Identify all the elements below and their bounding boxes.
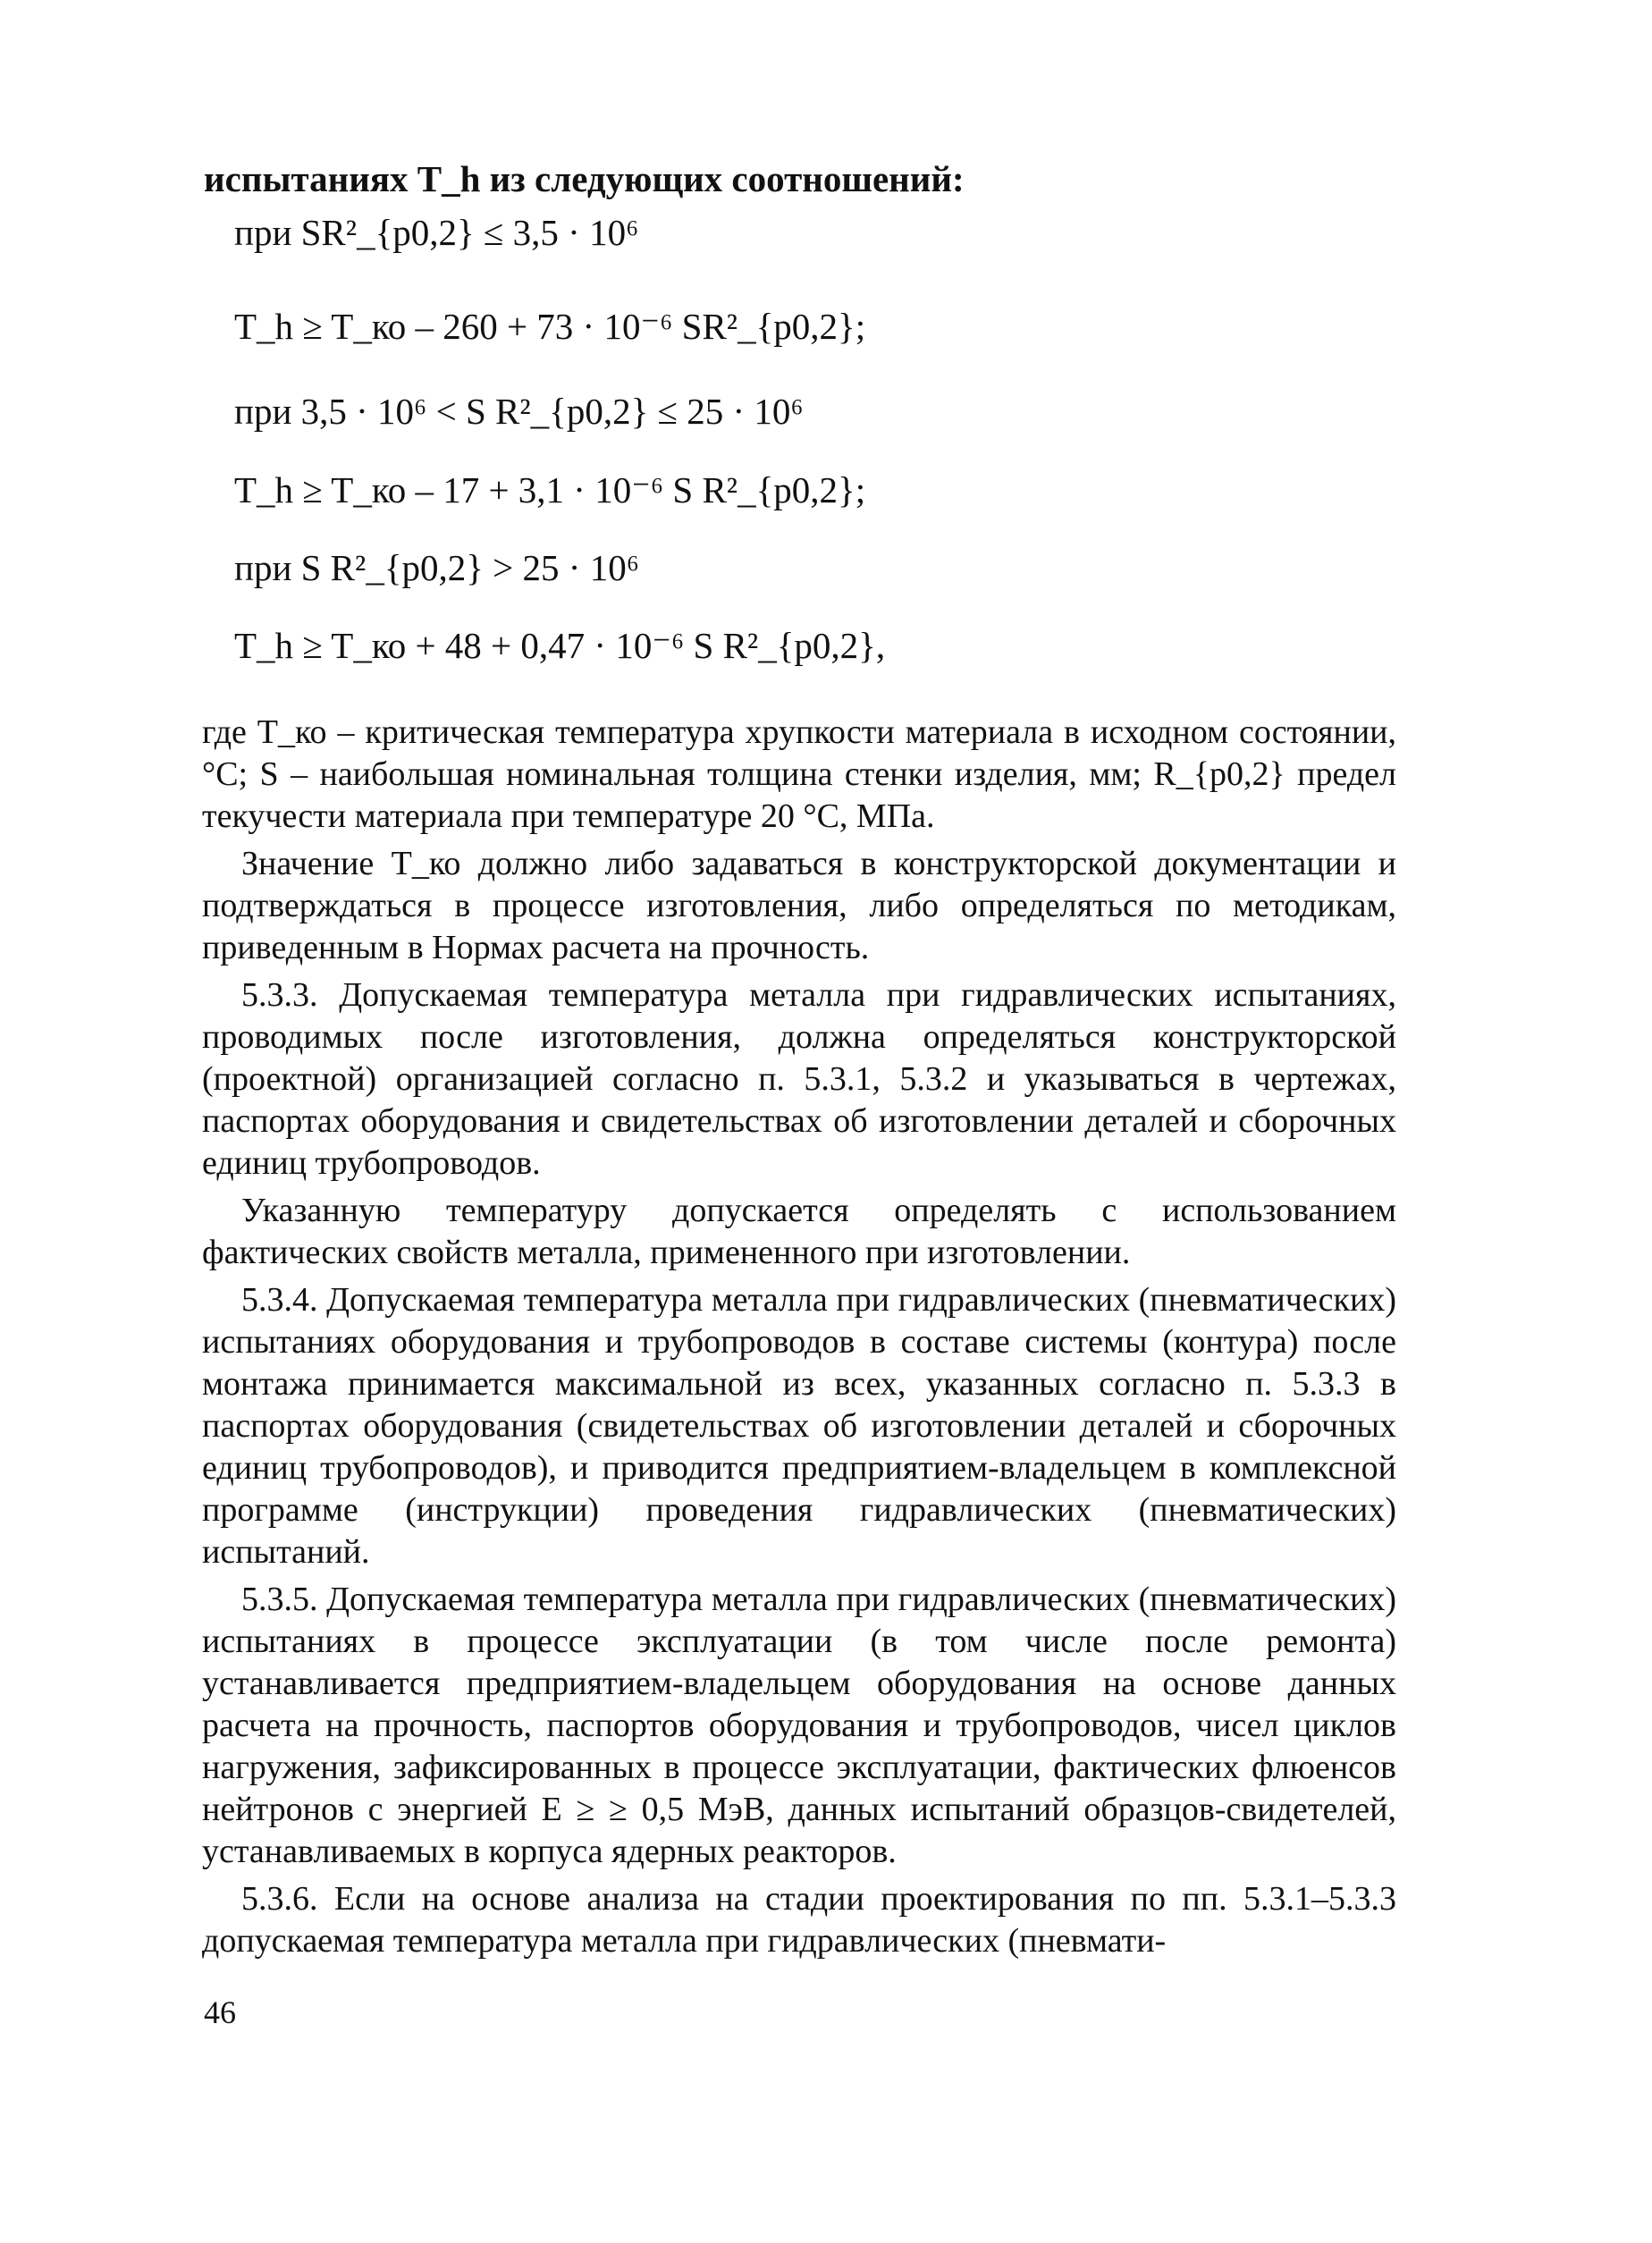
paragraph-5-3-5: 5.3.5. Допускаемая температура металла при гидравлических (пневматических) испытаниях в процессе эксплуатации (в том числе после ремонта) устанавливается предприятием-владельцем оборудования на основе данных расчета на прочность, паспортов оборудования и трубопроводов, чисел циклов нагружения, зафиксированных в процессе эксплуатации, фактических флюенсов нейтронов с энергией E ≥ ≥ 0,5 МэВ, данных испытаний образцов-свидетелей, устанавливаемых в корпуса ядерных реакторов. [202,1581,1396,1870]
paragraph-5-3-3: 5.3.3. Допускаемая температура металла при гидравлических испытаниях, проводимых после изготовления, должна определяться конструкторской (проектной) организацией согласно п. 5.3.1, 5.3.2 и указываться в чертежах, паспортах оборудования и свидетельствах об изготовлении деталей и сборочных единиц трубопроводов. [202,976,1396,1182]
paragraph-tko-value: Значение T_ко должно либо задаваться в конструкторской документации и подтверждаться в процессе изготовления, либо определяться по методикам, приведенным в Нормах расчета на прочность. [202,845,1396,966]
intro-line: испытаниях T_h из следующих соотношений: [204,158,965,199]
equation-3: T_h ≥ T_ко + 48 + 0,47 · 10⁻⁶ S R²_{p0,2}, [234,625,886,666]
equation-1: T_h ≥ T_ко – 260 + 73 · 10⁻⁶ SR²_{p0,2}; [234,306,866,347]
page-number: 46 [204,1994,236,2030]
paragraph-definitions: где T_ко – критическая температура хрупкости материала в исходном состоянии, °С; S – наибольшая номинальная толщина стенки изделия, мм; R_{p0,2} предел текучести материала при температуре 20 °С, МПа. [202,713,1396,835]
paragraph-temperature-note: Указанную температуру допускается определять с использованием фактических свойств металла, примененного при изготовлении. [202,1192,1396,1271]
equation-condition-2: при 3,5 · 10⁶ < S R²_{p0,2} ≤ 25 · 10⁶ [234,391,804,432]
paragraph-5-3-6: 5.3.6. Если на основе анализа на стадии проектирования по пп. 5.3.1–5.3.3 допускаемая температура металла при гидравлических (пневмати- [202,1880,1396,1960]
body-text [202,712,1396,1968]
equation-condition-1: при SR²_{p0,2} ≤ 3,5 · 10⁶ [234,212,639,253]
equation-2: T_h ≥ T_ко – 17 + 3,1 · 10⁻⁶ S R²_{p0,2}; [234,469,866,510]
paragraph-5-3-4: 5.3.4. Допускаемая температура металла при гидравлических (пневматических) испытаниях оборудования и трубопроводов в составе системы (контура) после монтажа принимается максимальной из всех, указанных согласно п. 5.3.3 в паспортах оборудования (свидетельствах об изготовлении деталей и сборочных единиц трубопроводов), и приводится предприятием-владельцем в комплексной программе (инструкции) проведения гидравлических (пневматических) испытаний. [202,1281,1396,1571]
equation-condition-3: при S R²_{p0,2} > 25 · 10⁶ [234,547,640,588]
